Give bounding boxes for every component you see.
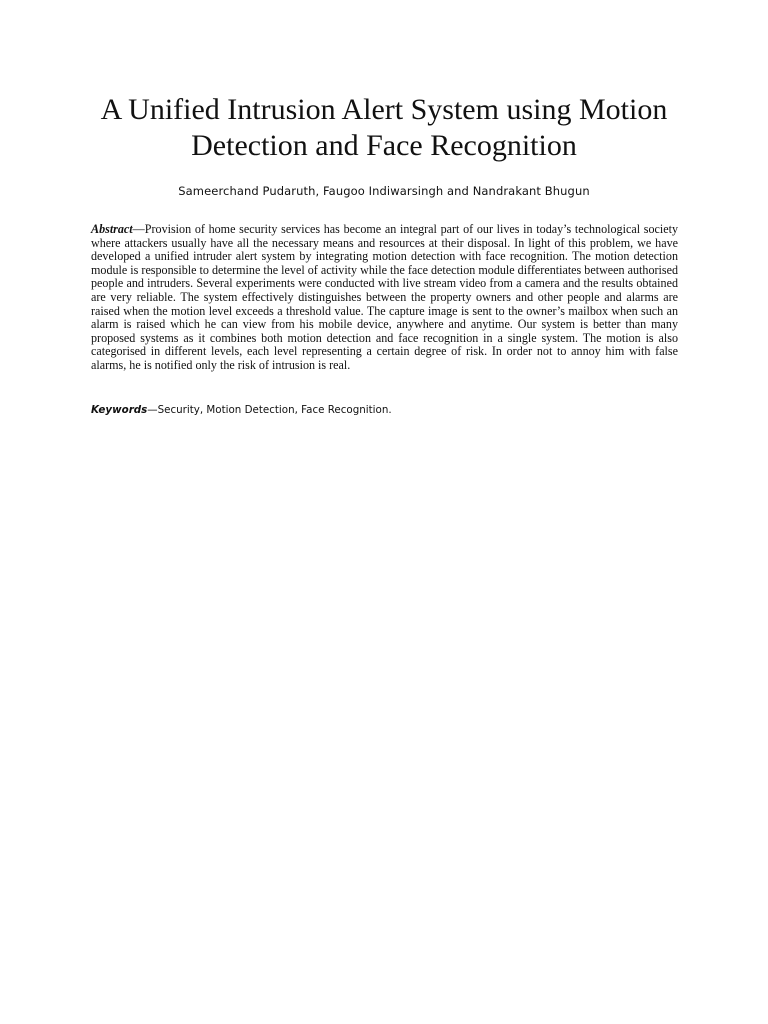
- abstract-dash: —: [132, 222, 145, 236]
- keywords-text: Security, Motion Detection, Face Recognition.: [157, 404, 392, 416]
- abstract-text: Provision of home security services has become an integral part of our lives in today’s technological society where attackers usually have all the necessary means and resources at their disposal. In light of this problem, we have developed a unified intruder alert system by integrating motion detection with face recognition. The motion detection module is responsible to determine the level of activity while the face detection module differentiates between authorised people and intruders. Several experiments were conducted with live stream video from a camera and the results obtained are very reliable. The system effectively distinguishes between the property owners and other people and alarms are raised when the motion level exceeds a threshold value. The capture image is sent to the owner’s mailbox when such an alarm is raised which he can view from his mobile device, anywhere and anytime. Our system is better than many proposed systems as it combines both motion detection and face recognition in a single system. The motion is also categorised in different levels, each level representing a certain degree of risk. In order not to annoy him with false alarms, he is notified only the risk of intrusion is real.: [91, 222, 678, 372]
- abstract-paragraph: [91, 223, 678, 373]
- keywords-label: Keywords: [91, 404, 148, 416]
- paper-authors: Sameerchand Pudaruth, Faugoo Indiwarsingh and Nandrakant Bhugun: [178, 184, 590, 198]
- keywords-line: [91, 403, 678, 417]
- paper-title-line-1: A Unified Intrusion Alert System using Motion: [100, 93, 668, 126]
- keywords-dash: —: [147, 404, 158, 416]
- paper-title: [60, 92, 708, 164]
- abstract-label: Abstract: [91, 222, 133, 236]
- paper-title-line-2: Detection and Face Recognition: [191, 129, 577, 162]
